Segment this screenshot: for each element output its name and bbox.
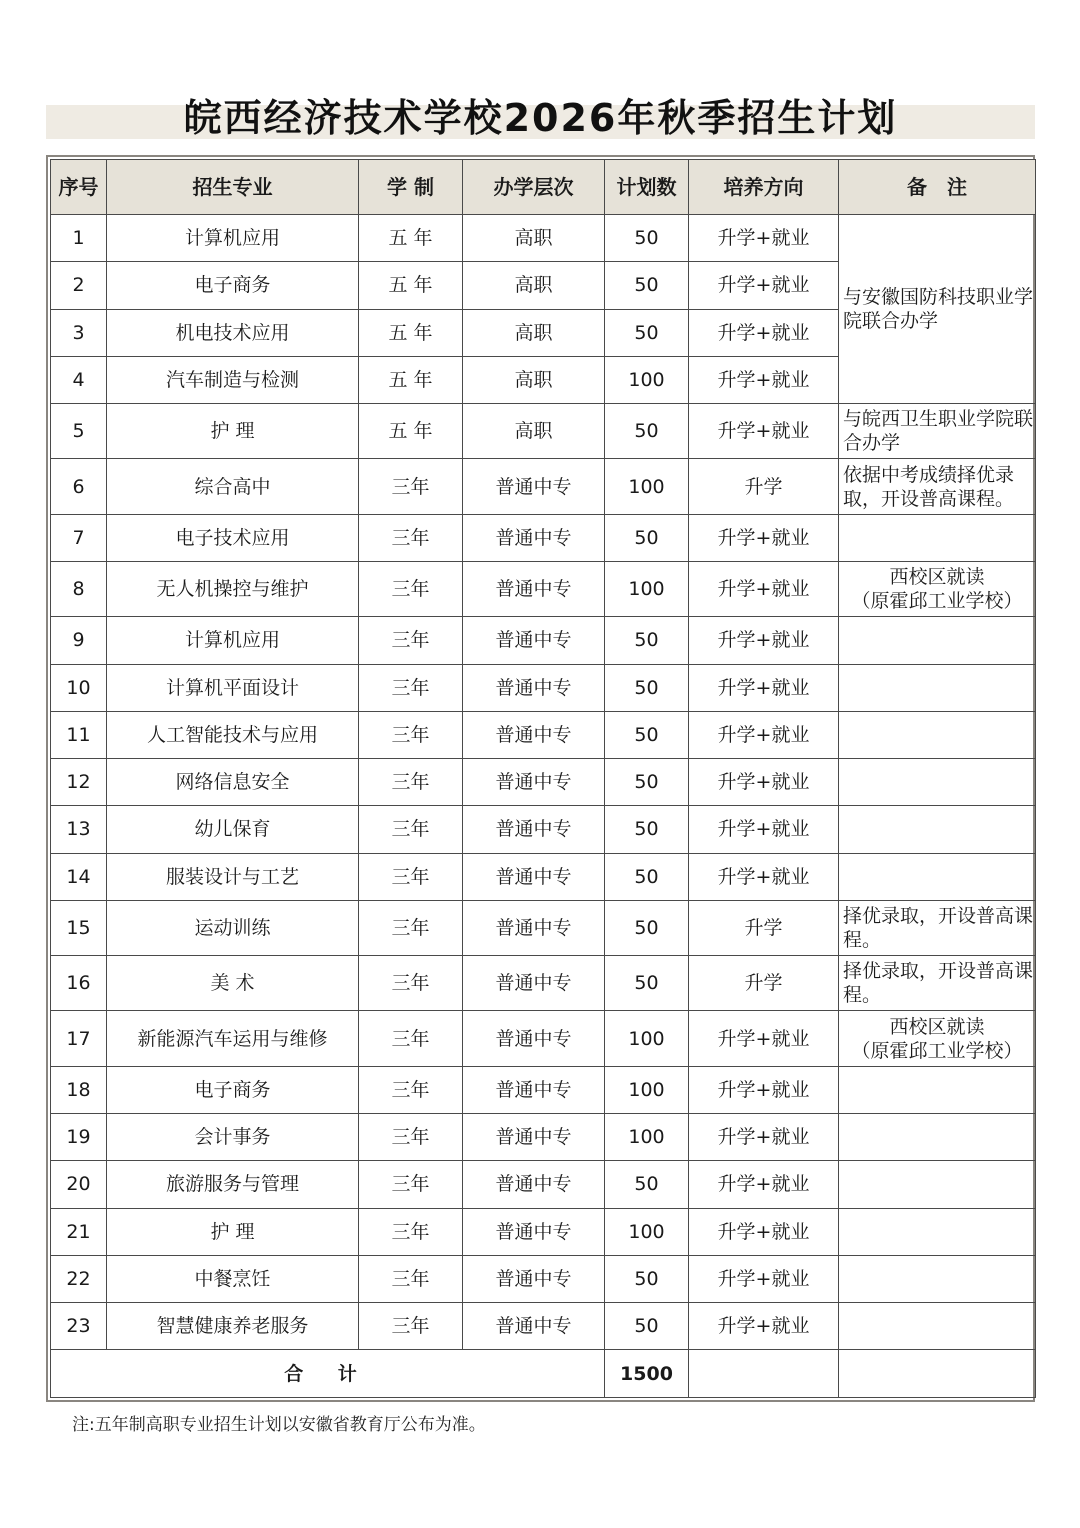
cell-note: 依据中考成绩择优录取，开设普高课程。 (839, 459, 1036, 514)
cell-plan: 50 (605, 853, 689, 900)
cell-note (839, 806, 1036, 853)
cell-level: 高职 (463, 404, 605, 459)
cell-direction: 升学+就业 (689, 356, 839, 403)
cell-major: 计算机应用 (107, 617, 359, 664)
cell-no: 2 (51, 262, 107, 309)
table-row (51, 459, 1036, 514)
cell-level: 普通中专 (463, 806, 605, 853)
cell-no: 21 (51, 1208, 107, 1255)
cell-no: 11 (51, 711, 107, 758)
table-row (51, 1011, 1036, 1066)
enrollment-table (50, 159, 1036, 1398)
cell-note: 择优录取，开设普高课程。 (839, 956, 1036, 1011)
table-row (51, 404, 1036, 459)
cell-major: 网络信息安全 (107, 759, 359, 806)
cell-major: 护 理 (107, 404, 359, 459)
cell-years: 三年 (359, 900, 463, 955)
cell-plan: 50 (605, 1255, 689, 1302)
cell-no: 15 (51, 900, 107, 955)
cell-major: 综合高中 (107, 459, 359, 514)
cell-note: 与皖西卫生职业学院联合办学 (839, 404, 1036, 459)
cell-no: 7 (51, 514, 107, 561)
cell-no: 20 (51, 1161, 107, 1208)
total-value: 1500 (605, 1350, 689, 1398)
table-row (51, 711, 1036, 758)
cell-direction: 升学+就业 (689, 664, 839, 711)
cell-plan: 50 (605, 664, 689, 711)
cell-no: 5 (51, 404, 107, 459)
table-row (51, 664, 1036, 711)
cell-note (839, 1066, 1036, 1113)
cell-no: 3 (51, 309, 107, 356)
table-row (51, 1161, 1036, 1208)
cell-direction: 升学 (689, 900, 839, 955)
cell-level: 普通中专 (463, 853, 605, 900)
cell-plan: 100 (605, 1066, 689, 1113)
cell-years: 三年 (359, 759, 463, 806)
cell-major: 旅游服务与管理 (107, 1161, 359, 1208)
cell-plan: 100 (605, 356, 689, 403)
cell-years: 三年 (359, 806, 463, 853)
cell-no: 6 (51, 459, 107, 514)
cell-note (839, 514, 1036, 561)
cell-level: 普通中专 (463, 1011, 605, 1066)
cell-direction: 升学+就业 (689, 514, 839, 561)
cell-level: 普通中专 (463, 759, 605, 806)
cell-level: 普通中专 (463, 617, 605, 664)
cell-years: 三年 (359, 617, 463, 664)
cell-direction: 升学+就业 (689, 806, 839, 853)
table-row (51, 514, 1036, 561)
cell-major: 护 理 (107, 1208, 359, 1255)
cell-no: 16 (51, 956, 107, 1011)
cell-years: 三年 (359, 459, 463, 514)
cell-years: 三年 (359, 1208, 463, 1255)
cell-plan: 100 (605, 1208, 689, 1255)
cell-plan: 50 (605, 404, 689, 459)
table-row (51, 900, 1036, 955)
cell-major: 计算机平面设计 (107, 664, 359, 711)
cell-level: 高职 (463, 356, 605, 403)
cell-plan: 50 (605, 617, 689, 664)
cell-plan: 50 (605, 1161, 689, 1208)
cell-years: 三年 (359, 1114, 463, 1161)
cell-direction: 升学+就业 (689, 561, 839, 616)
table-row (51, 956, 1036, 1011)
table-row (51, 759, 1036, 806)
cell-major: 运动训练 (107, 900, 359, 955)
table-row (51, 617, 1036, 664)
cell-note (839, 664, 1036, 711)
cell-major: 中餐烹饪 (107, 1255, 359, 1302)
enrollment-table-frame (46, 155, 1035, 1402)
cell-major: 电子商务 (107, 1066, 359, 1113)
cell-level: 普通中专 (463, 459, 605, 514)
cell-plan: 50 (605, 956, 689, 1011)
cell-direction: 升学+就业 (689, 404, 839, 459)
cell-direction: 升学+就业 (689, 1066, 839, 1113)
cell-direction: 升学+就业 (689, 1208, 839, 1255)
cell-no: 17 (51, 1011, 107, 1066)
cell-major: 智慧健康养老服务 (107, 1303, 359, 1350)
cell-plan: 50 (605, 711, 689, 758)
total-empty-direction (689, 1350, 839, 1398)
table-header-row (51, 160, 1036, 215)
cell-no: 13 (51, 806, 107, 853)
cell-years: 三年 (359, 1161, 463, 1208)
table-row (51, 1208, 1036, 1255)
cell-years: 五 年 (359, 404, 463, 459)
header-direction: 培养方向 (689, 160, 839, 215)
cell-direction: 升学+就业 (689, 1255, 839, 1302)
cell-no: 10 (51, 664, 107, 711)
cell-plan: 50 (605, 806, 689, 853)
cell-direction: 升学+就业 (689, 1011, 839, 1066)
total-row (51, 1350, 1036, 1398)
cell-direction: 升学+就业 (689, 1161, 839, 1208)
table-row (51, 853, 1036, 900)
cell-note (839, 1255, 1036, 1302)
cell-no: 12 (51, 759, 107, 806)
cell-direction: 升学+就业 (689, 1303, 839, 1350)
cell-note: 西校区就读 （原霍邱工业学校） (839, 561, 1036, 616)
cell-major: 会计事务 (107, 1114, 359, 1161)
total-label: 合 计 (51, 1350, 605, 1398)
cell-no: 4 (51, 356, 107, 403)
cell-plan: 100 (605, 1011, 689, 1066)
header-plan: 计划数 (605, 160, 689, 215)
cell-no: 1 (51, 215, 107, 262)
cell-years: 三年 (359, 664, 463, 711)
cell-years: 五 年 (359, 309, 463, 356)
header-level: 办学层次 (463, 160, 605, 215)
cell-years: 三年 (359, 561, 463, 616)
cell-plan: 50 (605, 215, 689, 262)
cell-major: 美 术 (107, 956, 359, 1011)
cell-note (839, 1208, 1036, 1255)
cell-note (839, 1161, 1036, 1208)
cell-years: 五 年 (359, 262, 463, 309)
cell-no: 9 (51, 617, 107, 664)
cell-no: 18 (51, 1066, 107, 1113)
cell-major: 服装设计与工艺 (107, 853, 359, 900)
cell-no: 22 (51, 1255, 107, 1302)
cell-years: 三年 (359, 1011, 463, 1066)
cell-plan: 50 (605, 900, 689, 955)
cell-no: 8 (51, 561, 107, 616)
cell-note (839, 1114, 1036, 1161)
cell-years: 三年 (359, 514, 463, 561)
cell-level: 普通中专 (463, 1255, 605, 1302)
cell-note (839, 853, 1036, 900)
cell-note (839, 617, 1036, 664)
cell-level: 普通中专 (463, 711, 605, 758)
page-title: 皖西经济技术学校2026年秋季招生计划 (183, 96, 898, 140)
cell-plan: 50 (605, 262, 689, 309)
cell-years: 三年 (359, 1303, 463, 1350)
cell-level: 普通中专 (463, 956, 605, 1011)
cell-years: 三年 (359, 1255, 463, 1302)
cell-note (839, 759, 1036, 806)
table-row (51, 1066, 1036, 1113)
cell-years: 三年 (359, 853, 463, 900)
cell-level: 普通中专 (463, 1303, 605, 1350)
header-major: 招生专业 (107, 160, 359, 215)
table-row (51, 1303, 1036, 1350)
cell-level: 高职 (463, 262, 605, 309)
cell-plan: 100 (605, 1114, 689, 1161)
cell-plan: 50 (605, 759, 689, 806)
table-body (51, 215, 1036, 1398)
cell-direction: 升学+就业 (689, 262, 839, 309)
cell-major: 电子商务 (107, 262, 359, 309)
cell-note: 西校区就读 （原霍邱工业学校） (839, 1011, 1036, 1066)
footnote: 注:五年制高职专业招生计划以安徽省教育厅公布为准。 (72, 1415, 486, 1435)
cell-major: 无人机操控与维护 (107, 561, 359, 616)
cell-major: 汽车制造与检测 (107, 356, 359, 403)
cell-direction: 升学+就业 (689, 1114, 839, 1161)
cell-years: 五 年 (359, 215, 463, 262)
table-row (51, 215, 1036, 262)
cell-plan: 100 (605, 561, 689, 616)
cell-note (839, 1303, 1036, 1350)
cell-direction: 升学 (689, 459, 839, 514)
cell-level: 普通中专 (463, 561, 605, 616)
cell-major: 幼儿保育 (107, 806, 359, 853)
cell-level: 普通中专 (463, 1066, 605, 1113)
cell-direction: 升学+就业 (689, 617, 839, 664)
table-row (51, 561, 1036, 616)
header-no: 序号 (51, 160, 107, 215)
cell-no: 19 (51, 1114, 107, 1161)
cell-level: 普通中专 (463, 1161, 605, 1208)
header-years: 学 制 (359, 160, 463, 215)
cell-direction: 升学 (689, 956, 839, 1011)
cell-no: 14 (51, 853, 107, 900)
cell-years: 五 年 (359, 356, 463, 403)
cell-years: 三年 (359, 711, 463, 758)
cell-level: 普通中专 (463, 664, 605, 711)
header-note: 备 注 (839, 160, 1036, 215)
cell-direction: 升学+就业 (689, 309, 839, 356)
table-row (51, 1255, 1036, 1302)
cell-direction: 升学+就业 (689, 711, 839, 758)
cell-level: 高职 (463, 309, 605, 356)
cell-level: 普通中专 (463, 1208, 605, 1255)
total-empty-note (839, 1350, 1036, 1398)
cell-years: 三年 (359, 1066, 463, 1113)
cell-major: 计算机应用 (107, 215, 359, 262)
cell-no: 23 (51, 1303, 107, 1350)
table-row (51, 1114, 1036, 1161)
cell-plan: 100 (605, 459, 689, 514)
cell-major: 机电技术应用 (107, 309, 359, 356)
cell-major: 人工智能技术与应用 (107, 711, 359, 758)
table-row (51, 806, 1036, 853)
cell-direction: 升学+就业 (689, 853, 839, 900)
cell-note: 择优录取，开设普高课程。 (839, 900, 1036, 955)
cell-major: 电子技术应用 (107, 514, 359, 561)
cell-plan: 50 (605, 514, 689, 561)
cell-direction: 升学+就业 (689, 215, 839, 262)
cell-note-group: 与安徽国防科技职业学院联合办学 (839, 215, 1036, 404)
cell-level: 高职 (463, 215, 605, 262)
cell-plan: 50 (605, 309, 689, 356)
cell-level: 普通中专 (463, 1114, 605, 1161)
cell-years: 三年 (359, 956, 463, 1011)
cell-level: 普通中专 (463, 900, 605, 955)
cell-major: 新能源汽车运用与维修 (107, 1011, 359, 1066)
cell-direction: 升学+就业 (689, 759, 839, 806)
cell-level: 普通中专 (463, 514, 605, 561)
cell-plan: 50 (605, 1303, 689, 1350)
cell-note (839, 711, 1036, 758)
